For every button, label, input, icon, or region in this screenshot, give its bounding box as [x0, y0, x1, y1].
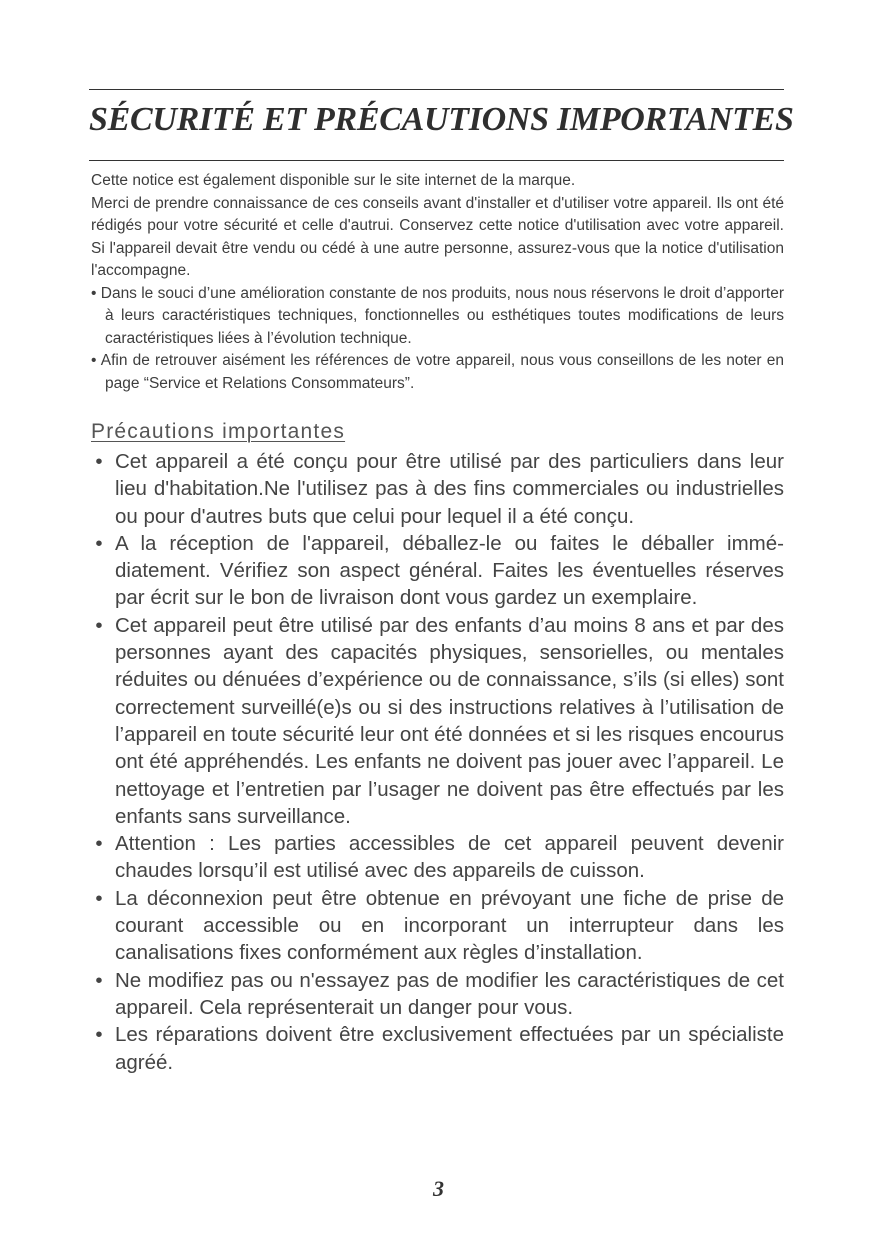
intro-bullet	[91, 283, 784, 351]
bullet-symbol: •	[95, 531, 103, 555]
intro-availability-note: Cette notice est également disponible sur le site internet de la marque.	[91, 172, 576, 189]
bullet-symbol: •	[95, 1023, 103, 1047]
list-item-text: La déconnexion peut être obtenue en prévoyant une fiche de prise de courant accessible ou en incorporant un interrupteur dans les canalisations fixes conformément aux règles d’installation.	[115, 886, 784, 965]
list-item	[89, 612, 784, 830]
list-item	[89, 1021, 784, 1076]
page-title: SÉCURITÉ ET PRÉCAUTIONS IMPORTANTES	[89, 101, 794, 138]
bullet-symbol: •	[91, 284, 97, 302]
bullet-symbol: •	[95, 968, 103, 992]
bullet-symbol: •	[95, 613, 103, 637]
list-item	[89, 885, 784, 967]
intro-bullet-text: Dans le souci d’une amélioration constante de nos produits, nous nous réservons le droit d’apporter à leurs caractéristiques techniques, fonctionnelles ou esthétiques toutes modifications de leurs caractéristiques liées à l’évolution technique.	[100, 284, 785, 347]
top-rule	[89, 89, 784, 90]
list-item-text: Cet appareil a été conçu pour être utilisé par des particuliers dans leur lieu d'habitation.Ne l'utilisez pas à des fins commerciales ou industrielles ou pour d'autres buts que celui pour lequel il a été conçu.	[115, 450, 784, 528]
section-title-precautions: Précautions importantes	[91, 420, 346, 443]
intro-paragraph: Merci de prendre connaissance de ces conseils avant d'installer et d'utiliser votre appareil. Ils ont été rédigés pour votre sécurité et celle d'autrui. Conservez cette notice d'utilisation avec votre appareil. Si l'appareil devait être vendu ou cédé à une autre personne, assurez-vous que la notice d'utilisation l'accompagne.	[91, 194, 784, 279]
list-item	[89, 830, 784, 885]
intro-bullet	[91, 350, 784, 395]
page-number: 3	[433, 1176, 444, 1201]
title-underline-rule	[89, 160, 784, 161]
list-item-text: A la réception de l'appareil, déballez-le ou faites le déballer immédiatement. Vérifiez son aspect général. Faites les éventuelles réserves par écrit sur le bon de livraison dont vous gardez un exemplaire.	[115, 531, 784, 610]
intro-block	[91, 170, 784, 395]
list-item-text: Attention : Les parties accessibles de cet appareil peuvent devenir chaudes lorsqu’il est utilisé avec des appareils de cuisson.	[115, 832, 784, 883]
list-item	[89, 530, 784, 612]
list-item-text: Cet appareil peut être utilisé par des enfants d’au moins 8 ans et par des personnes ayant des capacités physiques, sensorielles, ou mentales réduites ou dénuées d’expérience ou de connaissance, s’ils (si elles) sont correctement surveillé(e)s ou si des instructions relatives à l’utilisation de l’appareil en toute sécurité leur ont été données et si les risques encourus ont été appréhendés. Les enfants ne doivent pas jouer avec l’appareil. Le nettoyage et l’entretien par l’usager ne doivent pas être effectués par les enfants sans surveillance.	[115, 613, 784, 828]
bullet-symbol: •	[95, 832, 103, 856]
list-item-text: Les réparations doivent être exclusivement effectuées par un spécialiste agréé.	[115, 1023, 784, 1074]
list-item-text: Ne modifiez pas ou n'essayez pas de modifier les caractéristiques de cet appareil. Cela représenterait un danger pour vous.	[115, 968, 784, 1019]
precautions-list	[89, 448, 784, 1076]
intro-bullet-text: Afin de retrouver aisément les références de votre appareil, nous vous conseillons de les noter en page “Service et Relations Consommateurs”.	[100, 352, 784, 392]
bullet-symbol: •	[91, 352, 97, 369]
list-item	[89, 448, 784, 530]
list-item	[89, 967, 784, 1022]
bullet-symbol: •	[95, 886, 103, 910]
bullet-symbol: •	[95, 450, 103, 473]
